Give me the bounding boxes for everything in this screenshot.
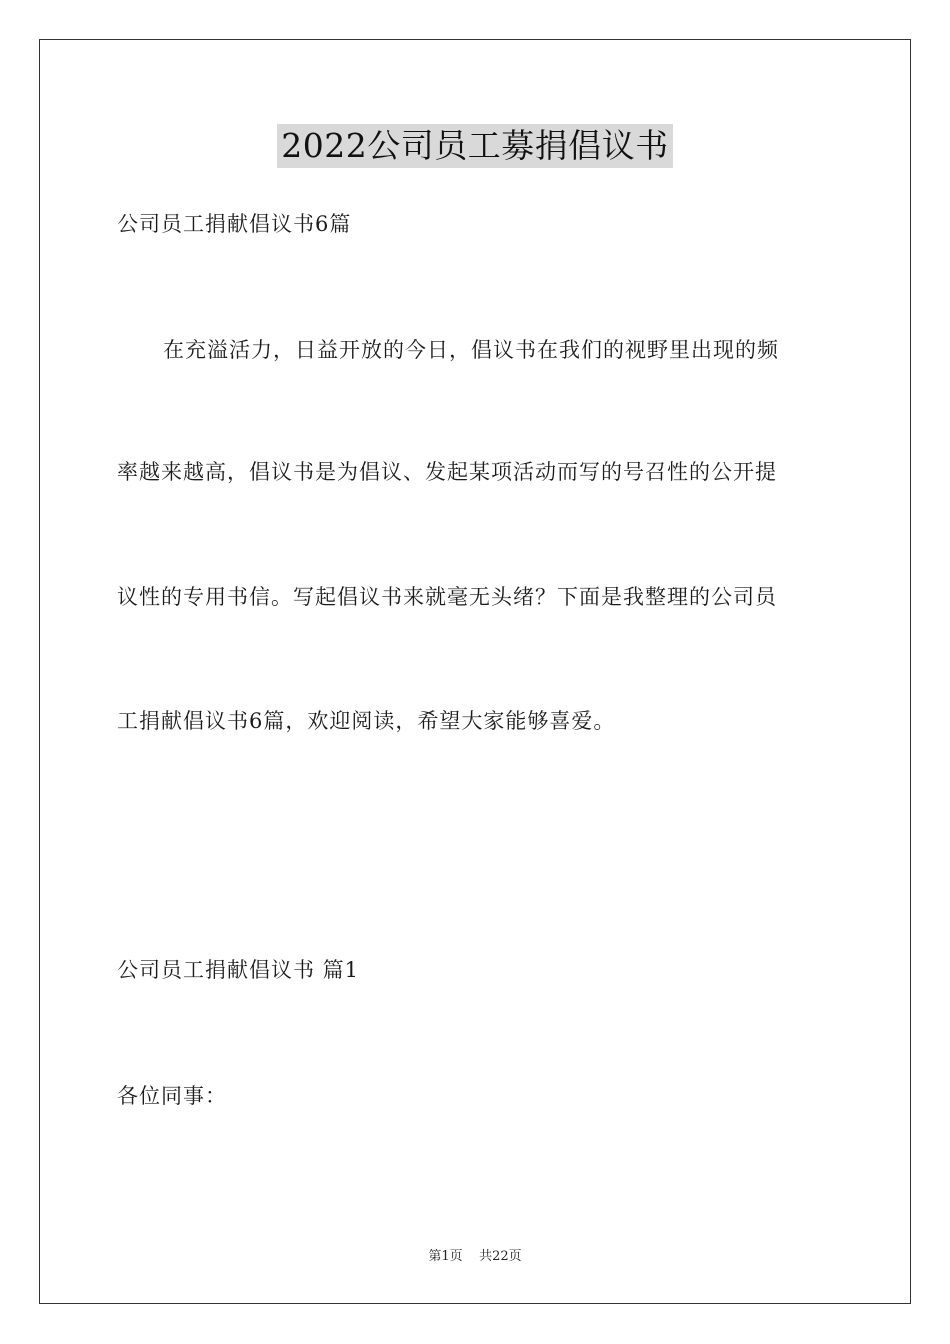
salutation: 各位同事： xyxy=(117,1084,227,1108)
section-heading: 公司员工捐献倡议书 篇1 xyxy=(117,958,360,982)
document-title: 2022公司员工募捐倡议书 xyxy=(277,124,672,168)
page-number: 第1页 xyxy=(428,1249,463,1264)
intro-line-1: 在充溢活力，日益开放的今日，倡议书在我们的视野里出现的频 xyxy=(163,338,779,362)
document-subtitle: 公司员工捐献倡议书6篇 xyxy=(117,212,352,236)
page-total: 共22页 xyxy=(479,1249,522,1264)
intro-line-2: 率越来越高，倡议书是为倡议、发起某项活动而写的号召性的公开提 xyxy=(117,460,777,484)
intro-line-4: 工捐献倡议书6篇，欢迎阅读，希望大家能够喜爱。 xyxy=(117,709,616,733)
title-container xyxy=(0,124,950,168)
page-footer xyxy=(0,1248,950,1266)
intro-line-3: 议性的专用书信。写起倡议书来就毫无头绪？下面是我整理的公司员 xyxy=(117,585,777,609)
